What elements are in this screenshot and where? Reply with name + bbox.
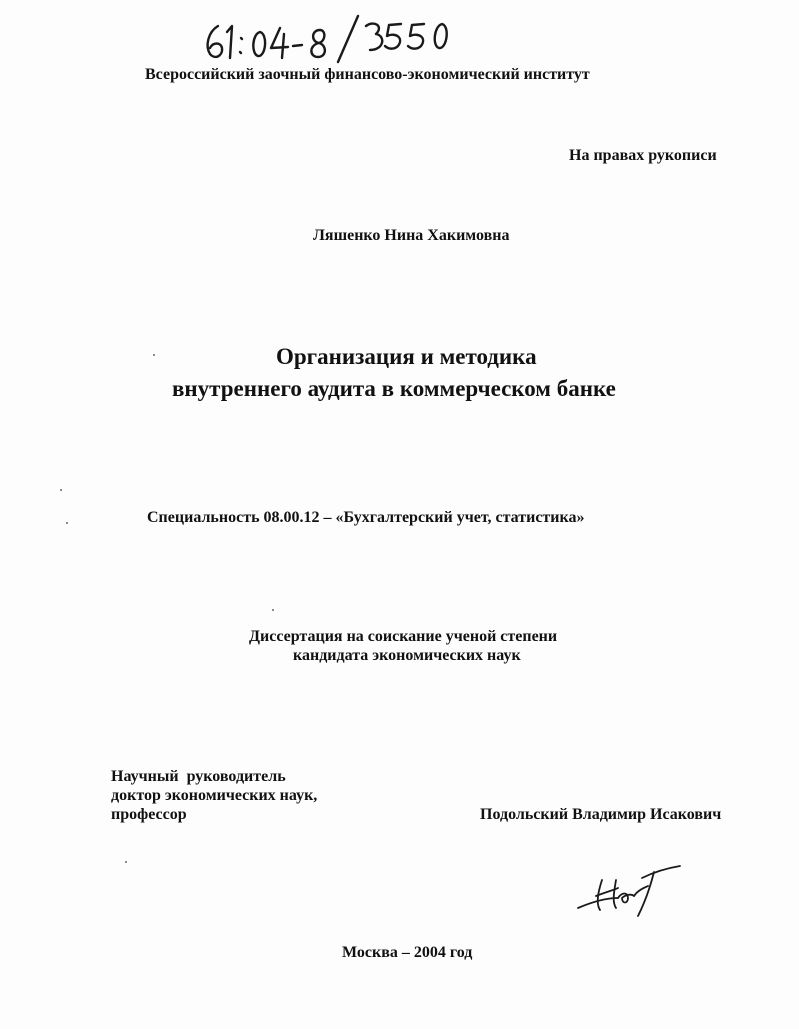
place-and-year: Москва – 2004 год	[342, 944, 473, 961]
institution-name: Всероссийский заочный финансово-экономический институт	[145, 66, 590, 83]
scan-speck	[60, 489, 62, 491]
scan-speck	[66, 522, 68, 524]
degree-line-2: кандидата экономических наук	[293, 647, 521, 664]
scan-speck	[153, 354, 155, 356]
archive-code-handwritten	[196, 12, 456, 64]
scan-speck	[125, 861, 127, 863]
degree-line-1: Диссертация на соискание ученой степени	[249, 628, 558, 645]
advisor-name: Подольский Владимир Исакович	[480, 806, 722, 823]
manuscript-rights-note: На правах рукописи	[569, 147, 717, 164]
specialty-line: Специальность 08.00.12 – «Бухгалтерский учет, статистика»	[147, 509, 585, 526]
dissertation-title-line-1: Организация и методика	[276, 344, 537, 369]
advisor-role-line-3: профессор	[111, 806, 187, 823]
advisor-role-line-2: доктор экономических наук,	[111, 787, 318, 804]
dissertation-title-line-2: внутреннего аудита в коммерческом банке	[172, 376, 616, 401]
advisor-signature	[572, 858, 684, 920]
advisor-role-line-1: Научный руководитель	[111, 768, 286, 785]
author-name: Ляшенко Нина Хакимовна	[313, 227, 510, 244]
scan-speck	[272, 609, 274, 611]
